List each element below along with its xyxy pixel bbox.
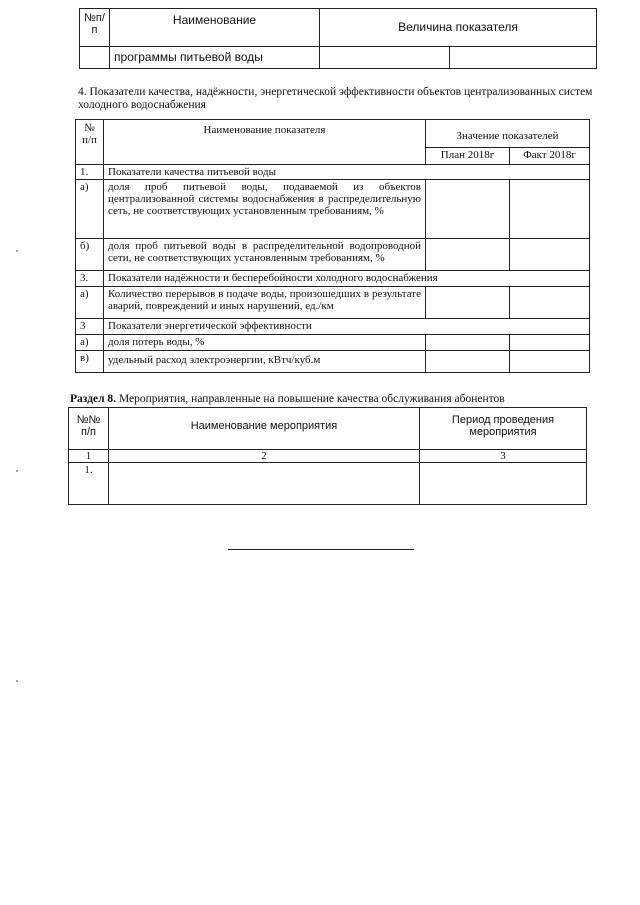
indicator-row (76, 287, 590, 319)
measures-col-name: Наименование мероприятия (109, 408, 420, 450)
indicator-fact-value (510, 287, 590, 319)
indicator-group-title: Показатели надёжности и бесперебойности холодного водоснабжения (104, 271, 590, 287)
indicator-num: 1. (76, 165, 104, 180)
top-row-cell-2 (450, 47, 597, 69)
indicator-text: доля потерь воды, % (104, 335, 426, 351)
indicator-plan-value (426, 180, 510, 239)
indicators-col-num: № п/п (76, 120, 104, 165)
indicator-num: а) (76, 287, 104, 319)
indicator-num: б) (76, 239, 104, 271)
indicator-fact-value (510, 351, 590, 373)
top-table (79, 8, 597, 69)
indicator-plan-value (426, 335, 510, 351)
indicators-col-values: Значение показателей (426, 120, 590, 148)
top-row-cell-1 (320, 47, 450, 69)
indicator-row (76, 239, 590, 271)
indicator-plan-value (426, 351, 510, 373)
indicators-table (75, 119, 590, 373)
measures-idx-3: 3 (420, 450, 587, 463)
indicator-row (76, 335, 590, 351)
top-col-name: Наименование (110, 9, 320, 47)
measures-table (68, 407, 587, 505)
indicator-num: 3 (76, 319, 104, 335)
indicator-text: доля проб питьевой воды, подаваемой из объектов централизованной системы водоснабжения в распределительную сеть, не соответствующих установленным требованиям, % (104, 180, 426, 239)
indicator-num: 3. (76, 271, 104, 287)
top-col-num: №п/п (80, 9, 110, 47)
indicators-col-plan: План 2018г (426, 148, 510, 165)
indicator-num: в) (76, 351, 104, 373)
indicator-group-title: Показатели качества питьевой воды (104, 165, 590, 180)
scan-speck (16, 680, 18, 682)
indicator-text: доля проб питьевой воды в распределительной водопроводной сети, не соответствующих установленным требованиям, % (104, 239, 426, 271)
measures-row (69, 463, 587, 505)
indicator-text: удельный расход электроэнергии, кВтч/куб.м (104, 351, 426, 373)
measures-row-name (109, 463, 420, 505)
indicator-fact-value (510, 335, 590, 351)
section4-heading: 4. Показатели качества, надёжности, энергетической эффективности объектов централизованных систем холодного водоснабжения (78, 86, 593, 111)
measures-row-period (420, 463, 587, 505)
scan-speck (16, 250, 18, 252)
measures-col-num: №№ п/п (69, 408, 109, 450)
indicator-group-title: Показатели энергетической эффективности (104, 319, 590, 335)
section8-title: Мероприятия, направленные на повышение качества обслуживания абонентов (118, 393, 505, 405)
indicator-num: а) (76, 335, 104, 351)
indicators-col-name: Наименование показателя (104, 120, 426, 165)
indicator-row (76, 351, 590, 373)
indicator-fact-value (510, 180, 590, 239)
top-row-text: программы питьевой воды (110, 47, 320, 69)
top-col-value: Величина показателя (320, 9, 597, 47)
indicator-row (76, 165, 590, 180)
indicator-row (76, 180, 590, 239)
indicator-row (76, 319, 590, 335)
top-row-num (80, 47, 110, 69)
measures-idx-1: 1 (69, 450, 109, 463)
indicator-num: а) (76, 180, 104, 239)
indicators-col-fact: Факт 2018г (510, 148, 590, 165)
indicator-plan-value (426, 239, 510, 271)
measures-col-period: Период проведения мероприятия (420, 408, 587, 450)
indicator-plan-value (426, 287, 510, 319)
indicator-text: Количество перерывов в подаче воды, произошедших в результате аварий, повреждений и иных нарушений, ед./км (104, 287, 426, 319)
indicator-fact-value (510, 239, 590, 271)
indicator-row (76, 271, 590, 287)
measures-idx-2: 2 (109, 450, 420, 463)
section8-label: Раздел 8. (70, 393, 117, 405)
closing-divider (228, 549, 414, 550)
scan-speck (16, 470, 18, 472)
section8-heading (70, 393, 590, 405)
measures-row-num: 1. (69, 463, 109, 505)
